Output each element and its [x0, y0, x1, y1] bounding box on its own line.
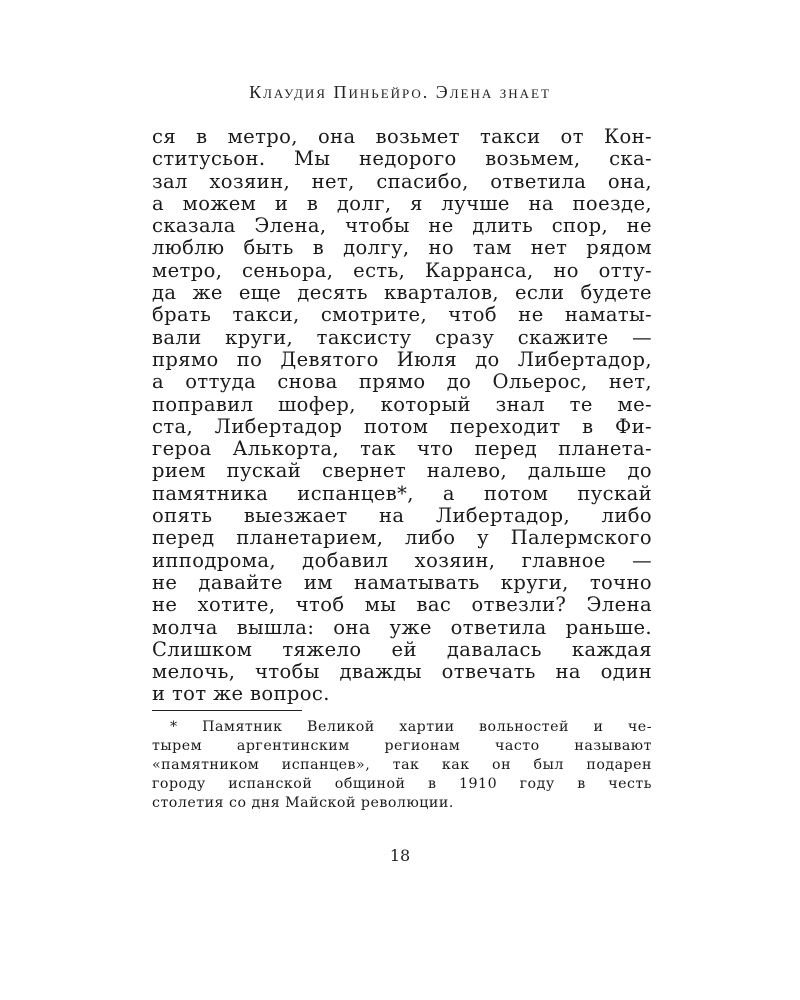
- footnote-line: столетия со дня Майской революции.: [152, 795, 454, 811]
- text-line: Слишком тяжело ей давалась каждая: [152, 637, 652, 661]
- text-line: ста, Либертадор потом переходит в Фи-: [152, 414, 652, 438]
- footnote: [152, 718, 652, 813]
- text-line: прямо по Девятого Июля до Либертадор,: [152, 347, 652, 371]
- text-line: вали круги, таксисту сразу скажите —: [152, 325, 652, 349]
- text-line: мелочь, чтобы дважды отвечать на один: [152, 660, 652, 684]
- footnote-line: городу испанской общиной в 1910 году в честь: [152, 776, 652, 792]
- text-line: а оттуда снова прямо до Ольерос, нет,: [152, 370, 652, 394]
- text-line: героа Алькорта, так что перед планета-: [152, 437, 652, 461]
- text-line: не давайте им наматывать круги, точно: [152, 570, 652, 594]
- text-line: памятника испанцев*, а потом пускай: [152, 481, 652, 505]
- page-number: 18: [389, 846, 411, 865]
- text-line: брать такси, смотрите, чтоб не намaты-: [152, 303, 652, 327]
- text-line: поправил шофер, который знал те ме-: [152, 392, 652, 416]
- text-line: перед планетарием, либо у Палермского: [152, 526, 652, 550]
- text-line: а можем и в долг, я лучше на поезде,: [152, 191, 652, 215]
- text-line: люблю быть в долгу, но там нет рядом: [152, 236, 652, 260]
- text-line: сказала Элена, чтобы не длить спор, не: [152, 214, 652, 238]
- text-line: метро, сеньора, есть, Карранса, но отту-: [152, 258, 652, 282]
- body-text: [152, 126, 652, 706]
- text-line: ипподрома, добавил хозяин, главное —: [152, 548, 652, 572]
- text-line: молча вышла: она уже ответила раньше.: [152, 615, 652, 639]
- footnote-separator: [152, 710, 302, 711]
- footnote-line: «памятником испанцев», так как он был подарен: [152, 757, 652, 773]
- text-line: да же еще десять кварталов, если будете: [152, 281, 652, 305]
- footnote-line: тырем аргентинским регионам часто называют: [152, 738, 652, 754]
- text-line: зал хозяин, нет, спасибо, ответила она,: [152, 169, 652, 193]
- text-line: рием пускай свернет налево, дальше до: [152, 459, 652, 483]
- text-line: не хотите, чтоб мы вас отвезли? Элена: [152, 593, 652, 617]
- footnote-line: * Памятник Великой хартии вольностей и че-: [170, 719, 652, 735]
- text-line: ся в метро, она возьмет такси от Кон-: [152, 125, 652, 148]
- text-line: ститусьон. Мы недорого возьмем, ска-: [152, 147, 652, 171]
- text-line: опять выезжает на Либертадор, либо: [152, 504, 652, 528]
- text-line: и тот же вопрос.: [152, 682, 330, 706]
- running-head: Клаудия Пиньейро. Элена знает: [249, 82, 551, 102]
